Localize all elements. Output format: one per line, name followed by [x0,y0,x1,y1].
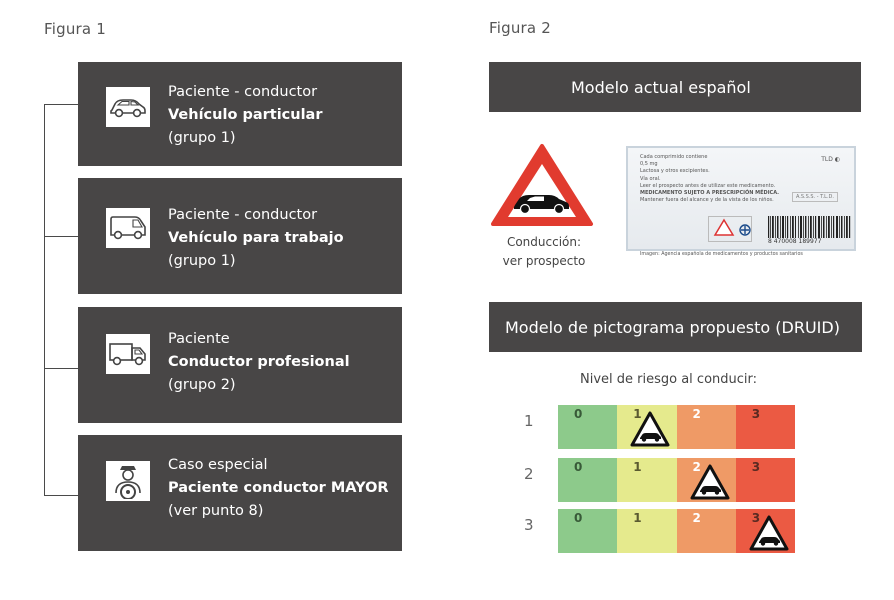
bracket-connector [44,104,78,496]
risk-level-number: 1 [633,511,642,525]
card-work-vehicle [78,178,402,294]
card-line3: (ver punto 8) [168,503,264,519]
package-text-line: Cada comprimido contiene [640,154,708,160]
elderly-driver-icon [106,461,150,501]
risk-level-number: 1 [633,407,642,421]
package-text-line: MEDICAMENTO SUJETO A PRESCRIPCIÓN MÉDICA. [640,190,780,197]
barcode-icon [768,216,852,240]
barcode-number: 8 470008 189977 [768,238,822,245]
package-ass: A.S.S.S. - T.L.D. [792,192,838,202]
risk-cell-level-3 [736,405,795,449]
risk-row [558,509,795,553]
risk-level-number: 3 [751,511,761,525]
risk-cell-level-2 [677,458,736,502]
risk-level-number: 2 [692,460,701,474]
package-text-line: Leer el prospecto antes de utilizar este medicamento. [640,182,776,189]
risk-level-number: 0 [574,460,583,474]
risk-level-number: 3 [751,407,761,421]
card-line3: (grupo 1) [168,130,236,146]
card-elderly-driver [78,435,402,551]
risk-level-number: 1 [633,460,642,474]
risk-row [558,405,795,449]
medication-package-image [626,146,856,251]
warning-caption-line2: ver prospecto [502,254,586,268]
figure-1-label: Figura 1 [44,20,107,38]
risk-cell-level-2 [677,509,736,553]
current-model-title: Modelo actual español [571,77,751,97]
risk-cell-level-3 [736,509,795,553]
card-line2: Vehículo particular [168,107,323,123]
risk-level-number: 3 [751,460,761,474]
risk-cell-level-0 [558,458,617,502]
proposed-model-banner [489,302,862,352]
figure-2-label: Figura 2 [489,19,552,37]
risk-level-number: 0 [574,407,583,421]
current-model-banner [489,62,861,112]
package-tld: TLD ◐ [821,156,840,163]
risk-cell-level-1 [617,405,676,449]
package-text-line: 0,5 mg [640,161,658,168]
small-warning-triangle-icon [709,217,751,241]
card-line2: Paciente conductor MAYOR [168,480,389,496]
card-professional-driver [78,307,402,423]
risk-cell-level-1 [617,509,676,553]
car-icon [106,87,150,127]
driving-risk-triangle-icon [629,410,671,448]
card-line1: Paciente [168,331,230,347]
risk-level-number: 0 [574,511,583,525]
card-line3: (grupo 1) [168,253,236,269]
card-line3: (grupo 2) [168,377,236,393]
truck-icon [106,334,150,374]
card-line1: Paciente - conductor [168,84,318,100]
card-line1: Caso especial [168,457,268,473]
risk-cell-level-1 [617,458,676,502]
card-line2: Vehículo para trabajo [168,230,344,246]
risk-cell-level-2 [677,405,736,449]
risk-cell-level-3 [736,458,795,502]
card-line2: Conductor profesional [168,354,350,370]
package-tld-text: TLD [821,156,833,163]
driving-risk-triangle-icon [689,463,731,501]
package-text-line: Mantener fuera del alcance y de la vista de los niños. [640,197,774,204]
risk-row-label: 2 [524,465,534,483]
card-line1: Paciente - conductor [168,207,318,223]
package-text-line: Vía oral. [640,175,661,182]
image-credit: Imagen: Agencia española de medicamentos y productos sanitarios [640,252,803,257]
warning-caption-line1: Conducción: [506,235,582,249]
package-text [640,154,779,204]
risk-scale-title: Nivel de riesgo al conducir: [580,372,758,387]
risk-row-label: 3 [524,516,534,534]
warning-caption [489,233,599,271]
risk-cell-level-0 [558,509,617,553]
risk-row [558,458,795,502]
risk-level-number: 2 [692,511,701,525]
risk-level-number: 2 [692,407,701,421]
van-icon [106,208,150,248]
risk-row-label: 1 [524,412,534,430]
driving-risk-triangle-icon [748,514,790,552]
risk-cell-level-0 [558,405,617,449]
package-pictogram [708,216,752,242]
card-private-vehicle [78,62,402,166]
package-text-line: Lactosa y otros excipientes. [640,168,710,175]
proposed-model-title: Modelo de pictograma propuesto (DRUID) [505,317,840,337]
driving-warning-triangle-icon [489,142,595,228]
